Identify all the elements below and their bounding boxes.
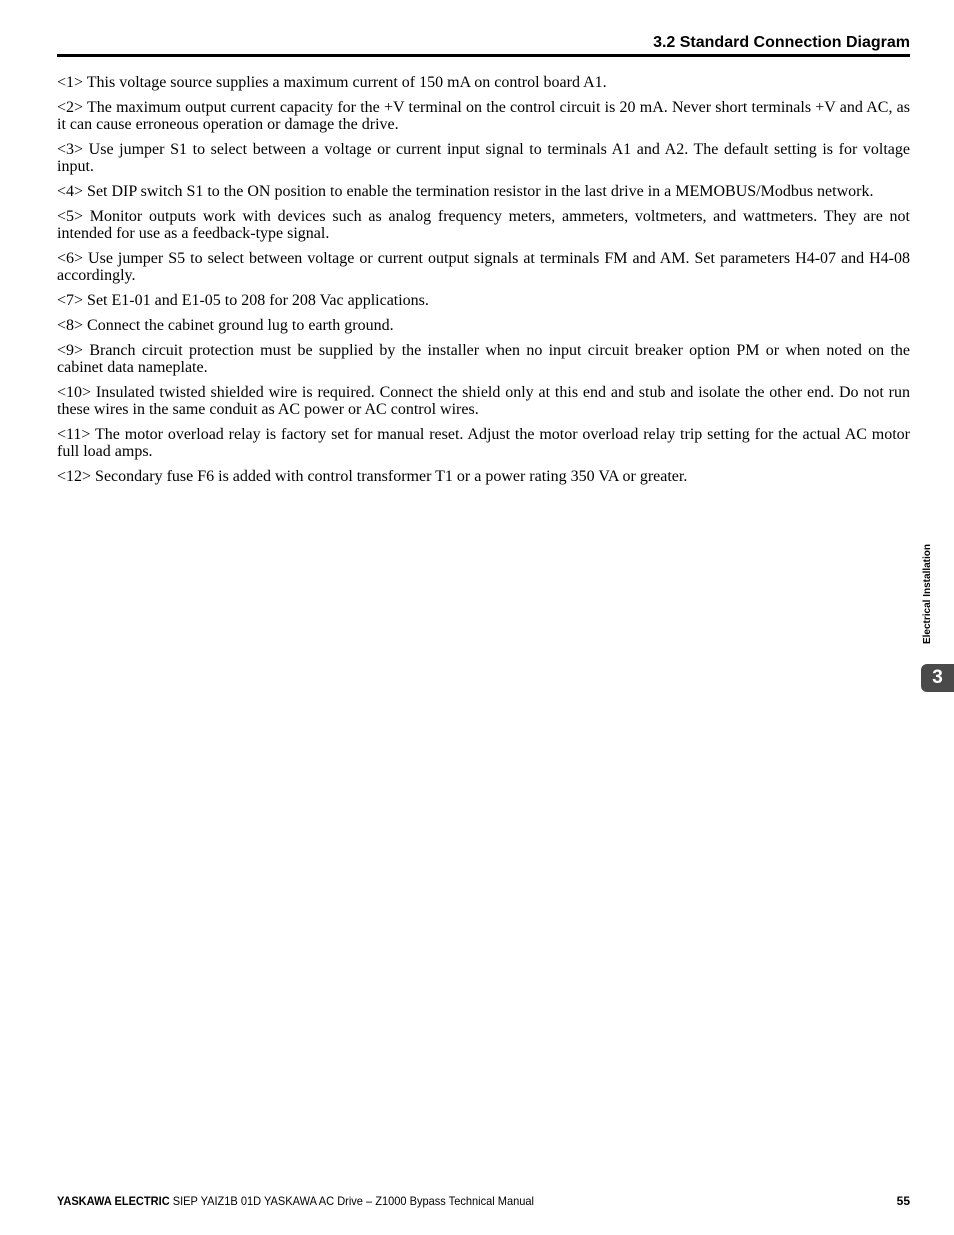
note-2: <2> The maximum output current capacity for the +V terminal on the control circuit is 20 mA. Never short terminals +V and AC, as it can cause erroneous operation or damage the drive. xyxy=(57,99,910,133)
note-6: <6> Use jumper S5 to select between voltage or current output signals at terminals FM and AM. Set parameters H4-07 and H4-08 accordingly. xyxy=(57,250,910,284)
note-7: <7> Set E1-01 and E1-05 to 208 for 208 Vac applications. xyxy=(57,292,429,309)
notes-list xyxy=(57,74,910,493)
header-rule xyxy=(57,54,910,57)
note-10: <10> Insulated twisted shielded wire is required. Connect the shield only at this end and stub and isolate the other end. Do not run these wires in the same conduit as AC power or AC control wires. xyxy=(57,384,910,418)
chapter-side-label: Electrical Installation xyxy=(922,543,933,645)
note-8: <8> Connect the cabinet ground lug to earth ground. xyxy=(57,317,394,334)
section-title: 3.2 Standard Connection Diagram xyxy=(653,34,910,51)
chapter-tab: 3 xyxy=(921,664,954,692)
note-12: <12> Secondary fuse F6 is added with control transformer T1 or a power rating 350 VA or greater. xyxy=(57,468,688,485)
footer-document-title: SIEP YAIZ1B 01D YASKAWA AC Drive – Z1000 Bypass Technical Manual xyxy=(169,1194,534,1208)
note-3: <3> Use jumper S1 to select between a voltage or current input signal to terminals A1 and A2. The default setting is for voltage input. xyxy=(57,141,910,175)
page-number: 55 xyxy=(896,1194,910,1208)
footer-brand: YASKAWA ELECTRIC xyxy=(57,1194,170,1208)
note-9: <9> Branch circuit protection must be supplied by the installer when no input circuit breaker option PM or when noted on the cabinet data nameplate. xyxy=(57,342,910,376)
note-4: <4> Set DIP switch S1 to the ON position to enable the termination resistor in the last drive in a MEMOBUS/Modbus network. xyxy=(57,183,874,200)
note-11: <11> The motor overload relay is factory set for manual reset. Adjust the motor overload relay trip setting for the actual AC motor full load amps. xyxy=(57,426,910,460)
note-5: <5> Monitor outputs work with devices such as analog frequency meters, ammeters, voltmeters, and wattmeters. They are not intended for use as a feedback-type signal. xyxy=(57,208,910,242)
note-1: <1> This voltage source supplies a maximum current of 150 mA on control board A1. xyxy=(57,74,607,91)
footer-document-info xyxy=(57,1194,534,1208)
